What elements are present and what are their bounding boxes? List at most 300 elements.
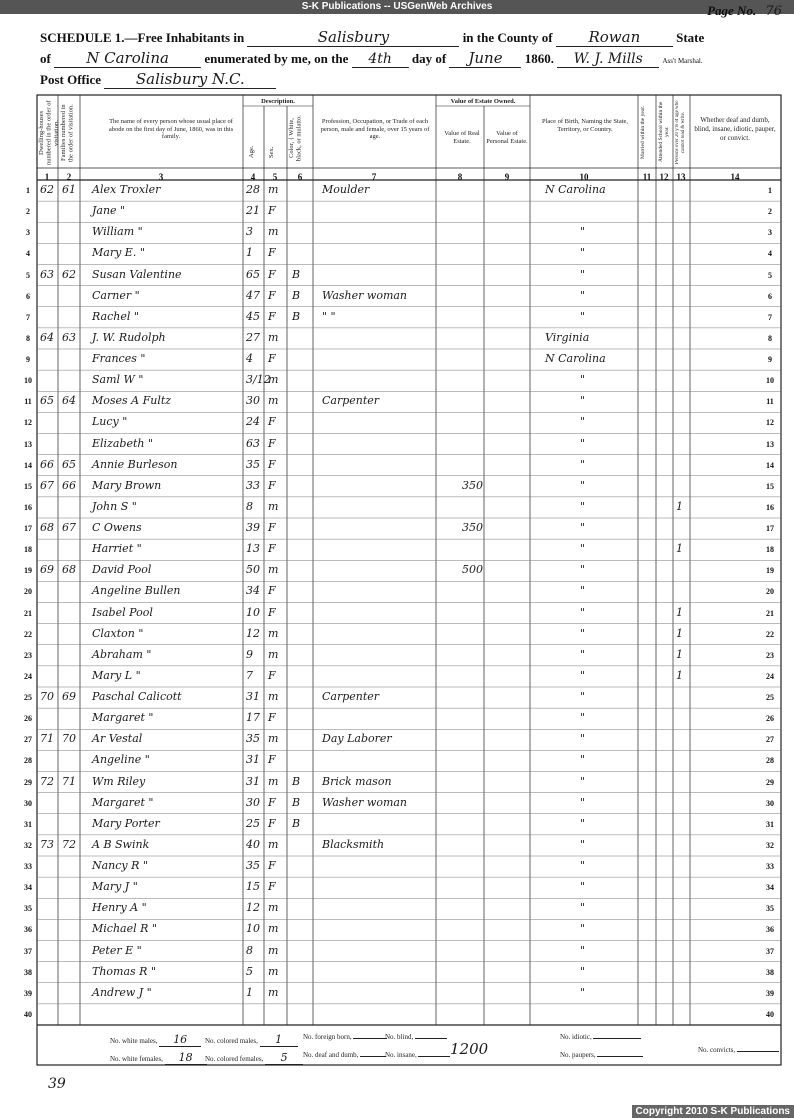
col-header-sex: Sex. [268,146,275,158]
person-name: Saml W " [92,373,144,387]
person-name: Mary Brown [92,478,162,492]
sex: F [268,246,276,260]
sex: m [268,373,279,387]
age: 8 [246,943,253,957]
person-name: Paschal Calicott [92,690,182,703]
dwelling-number: 70 [40,690,54,703]
column-number: 3 [158,172,164,182]
person-name: Michael R " [92,922,157,936]
person-name: Margaret " [92,711,154,725]
sex: F [268,753,276,767]
day-of-label: day of [411,51,447,66]
white-males-label: No. white males, [110,1037,158,1045]
place-field: Salisbury [247,28,459,47]
state-field: N Carolina [54,49,201,68]
person-name: Elizabeth " [92,436,154,450]
age: 9 [246,647,253,661]
white-females-label: No. white females, [110,1055,163,1063]
age: 24 [246,415,260,429]
column-number: 13 [676,172,686,182]
row-number-left: 14 [24,460,32,470]
age: 65 [246,267,260,281]
sex: F [268,521,276,534]
birthplace: " [580,901,586,915]
row-number-left: 20 [24,587,32,597]
row-number-left: 16 [24,502,32,512]
row-number-right: 38 [766,967,774,977]
column-number: 4 [250,172,256,182]
person-name: Moses A Fultz [92,394,172,408]
age: 10 [246,922,260,936]
row-number-right: 5 [768,270,772,280]
school-mark: 1 [676,605,683,619]
dwelling-number: 68 [40,521,54,534]
row-number-right: 10 [766,376,774,386]
person-name: Claxton " [92,626,144,640]
col-header-color: Color, { White, black, or mulatto. [288,115,303,161]
school-mark: 1 [676,499,683,513]
page-number-value: 76 [765,4,782,19]
sex: m [268,690,279,703]
birthplace: " [580,837,586,851]
birthplace: " [580,309,586,323]
row-number-right: 17 [766,524,774,533]
age: 5 [246,964,253,978]
margin-note-value: 39 [48,1076,66,1092]
sex: F [268,584,276,598]
person-name: Carner " [92,288,140,302]
age: 3 [246,225,253,239]
col-header-school: Attended School within the year. [658,101,670,163]
person-name: Henry A " [92,901,147,915]
sex: F [268,267,276,281]
footer-real-estate-total [450,1040,488,1058]
county-label: in the County of [462,30,553,45]
sex: m [268,964,279,978]
person-name: Thomas R " [92,964,157,978]
family-number: 62 [62,267,76,281]
post-office-label: Post Office [40,72,102,87]
row-number-right: 37 [766,946,774,956]
sex: F [268,542,276,556]
row-number-right: 21 [766,608,774,618]
age: 17 [246,711,260,725]
family-number: 71 [62,774,76,788]
row-number-right: 27 [766,735,774,745]
age: 50 [246,563,260,577]
row-number-right: 11 [766,397,774,407]
birthplace: " [580,584,586,598]
birthplace: " [580,880,586,894]
real-estate-total-value: 1200 [450,1040,489,1058]
column-number: 11 [642,172,652,182]
person-name: Margaret " [92,795,154,809]
color: B [292,795,301,809]
color: B [292,267,301,281]
birthplace: " [580,457,586,471]
row-number-right: 25 [766,693,774,702]
col-header-illiterate: Persons over 20 y'rs of age who cannot read & write. [675,100,686,164]
row-number-right: 39 [766,988,774,998]
birthplace: " [580,922,586,936]
age: 7 [246,668,253,682]
person-name: Mary J " [92,880,138,894]
person-name: Abraham " [92,647,152,661]
birthplace: Virginia [545,330,590,344]
day-field: 4th [352,51,409,68]
county-field: Rowan [556,28,673,47]
of-label: of [40,51,51,66]
row-number-right: 1 [768,186,772,195]
family-number: 65 [62,457,76,471]
person-name: Mary E. " [92,246,145,260]
row-number-right: 12 [766,418,774,428]
schedule-title: SCHEDULE 1.—Free Inhabitants in [40,30,245,45]
row-number-left: 18 [24,545,32,555]
white-males-value: 16 [159,1033,201,1047]
row-number-left: 10 [24,376,32,386]
color: B [292,774,301,788]
birthplace: " [580,605,586,619]
year-label: 1860. [524,51,554,66]
row-number-left: 32 [24,840,32,850]
col-header-real-estate: Value of Real Estate. [444,130,480,145]
dwelling-number: 65 [40,394,54,408]
person-name: Ar Vestal [92,732,143,746]
age: 39 [246,521,260,534]
age: 12 [246,901,260,915]
sex: F [268,711,276,725]
column-number: 5 [272,172,278,182]
row-number-left: 38 [24,967,32,977]
deaf-dumb-label: No. deaf and dumb, [303,1051,359,1059]
sex: F [268,457,276,471]
person-name: Susan Valentine [92,267,182,281]
col-header-name: The name of every person whose usual place of abode on the first day of June, 1860, was in this family. [108,118,234,140]
row-number-right: 31 [766,819,774,829]
age: 31 [246,690,260,703]
birthplace: N Carolina [545,352,606,365]
month-field: June [449,49,521,68]
sex: F [268,478,276,492]
birthplace: " [580,478,586,492]
row-number-left: 6 [26,291,30,301]
enumerated-label: enumerated by me, on the [204,51,349,66]
sex: m [268,394,279,408]
age: 10 [246,605,260,619]
person-name: Frances " [92,352,146,365]
row-number-right: 3 [768,228,772,238]
sex: m [268,183,279,196]
person-name: Mary L " [92,668,141,682]
white-females-value: 18 [165,1051,207,1065]
sex: F [268,415,276,429]
person-name: C Owens [92,521,142,534]
footer-foreign-born [303,1033,387,1041]
row-number-left: 15 [24,481,32,491]
school-mark: 1 [676,647,683,661]
birthplace: " [580,288,586,302]
person-name: J. W. Rudolph [92,330,166,344]
occupation: Washer woman [322,288,408,302]
row-number-left: 37 [24,946,32,956]
birthplace: " [580,964,586,978]
birthplace: " [580,626,586,640]
sex: m [268,837,279,851]
birthplace: " [580,647,586,661]
sex: F [268,816,276,830]
person-name: Mary Porter [92,816,160,830]
column-number: 1 [44,172,50,182]
row-number-left: 8 [26,333,30,343]
row-number-left: 4 [26,249,30,259]
person-name: Angeline " [92,753,150,767]
row-number-left: 7 [26,312,30,322]
birthplace: " [580,415,586,429]
age: 45 [246,309,260,323]
real-estate-value: 350 [462,478,483,492]
sex: m [268,985,279,999]
birthplace: " [580,373,586,387]
age: 63 [246,436,260,450]
family-number: 72 [62,837,76,851]
sex: F [268,880,276,894]
footer-paupers [560,1051,643,1059]
age: 13 [246,542,260,556]
column-number: 7 [371,172,377,182]
age: 33 [246,478,260,492]
marshal-field: W. J. Mills [557,51,659,68]
birthplace: " [580,943,586,957]
row-number-right: 16 [766,502,774,512]
occupation: Blacksmith [322,837,385,851]
birthplace: " [580,690,586,703]
footer-white-females [110,1051,207,1065]
publisher-header: S-K Publications -- USGenWeb Archives [0,0,794,14]
row-number-right: 40 [766,1009,774,1019]
age: 1 [246,246,253,260]
row-number-right: 36 [766,925,774,935]
age: 34 [246,584,260,598]
sex: m [268,626,279,640]
age: 40 [246,837,260,851]
person-name: Annie Burleson [92,457,178,471]
school-mark: 1 [676,626,683,640]
birthplace: " [580,225,586,239]
convicts-label: No. convicts, [698,1046,736,1054]
sex: m [268,330,279,344]
col-header-occupation: Profession, Occupation, or Trade of each person, male and female, over 15 years of age. [320,118,430,140]
row-number-left: 40 [24,1009,32,1019]
col-header-personal-estate: Value of Personal Estate. [486,130,528,145]
family-number: 66 [62,478,76,492]
person-name: Andrew J " [92,985,152,999]
dwelling-number: 63 [40,267,54,281]
person-name: Jane " [92,204,126,218]
footer-insane [385,1051,450,1059]
age: 31 [246,753,260,767]
row-number-left: 2 [26,207,30,217]
age: 30 [246,394,260,408]
birthplace: " [580,563,586,577]
birthplace: " [580,521,586,534]
age: 31 [246,774,260,788]
birthplace: " [580,816,586,830]
occupation: Carpenter [322,690,380,703]
row-number-left: 13 [24,439,32,449]
row-number-left: 35 [24,904,32,914]
row-number-right: 18 [766,545,774,555]
person-name: Angeline Bullen [92,584,181,598]
row-number-right: 14 [766,460,774,470]
sex: m [268,943,279,957]
school-mark: 1 [676,542,683,556]
row-number-left: 30 [24,798,32,808]
color: B [292,309,301,323]
row-number-right: 32 [766,840,774,850]
row-number-left: 9 [26,355,30,364]
sex: F [268,436,276,450]
person-name: Nancy R " [92,859,148,872]
person-name: Lucy " [92,415,128,429]
row-number-left: 24 [24,671,32,681]
post-office-field: Salisbury N.C. [104,70,276,89]
row-number-right: 22 [766,629,774,639]
colored-females-label: No. colored females, [205,1055,264,1063]
sex: m [268,922,279,936]
age: 47 [246,288,260,302]
col-header-condition: Whether deaf and dumb, blind, insane, idiotic, pauper, or convict. [694,116,776,142]
row-number-right: 9 [768,355,772,364]
birthplace: " [580,499,586,513]
col-header-family: Families numbered in the order of visitation. [60,104,75,162]
col-header-description: Description. [261,98,295,105]
row-number-left: 3 [26,228,30,238]
row-number-right: 24 [766,671,774,681]
person-name: John S " [92,499,137,513]
sex: m [268,774,279,788]
footer-white-males [110,1033,201,1047]
row-number-left: 21 [24,608,32,618]
sex: F [268,352,276,365]
family-number: 64 [62,394,76,408]
sex: F [268,309,276,323]
row-number-left: 26 [24,714,32,724]
row-number-right: 28 [766,756,774,766]
age: 30 [246,795,260,809]
footer-convicts [698,1046,779,1054]
birthplace: " [580,542,586,556]
age: 28 [246,183,260,196]
idiotic-label: No. idiotic, [560,1033,592,1041]
birthplace: " [580,795,586,809]
asst-marshal-label: Ass't Marshal. [662,57,703,65]
column-number: 6 [297,172,303,182]
sex: F [268,668,276,682]
row-number-right: 8 [768,333,772,343]
age: 12 [246,626,260,640]
school-mark: 1 [676,668,683,682]
row-number-left: 17 [24,524,32,533]
row-number-right: 7 [768,312,772,322]
family-number: 68 [62,563,76,577]
person-name: Wm Riley [92,774,146,788]
dwelling-number: 71 [40,732,54,746]
row-number-right: 15 [766,481,774,491]
person-name: Isabel Pool [92,605,153,619]
occupation: Carpenter [322,394,380,408]
person-name: Harriet " [92,542,142,556]
colored-females-value: 5 [265,1051,303,1065]
age: 3/12 [246,373,271,387]
age: 27 [246,330,260,344]
sex: m [268,225,279,239]
age: 8 [246,499,253,513]
column-number: 14 [730,172,740,182]
dwelling-number: 66 [40,457,54,471]
age: 21 [246,204,260,218]
column-number: 2 [66,172,72,182]
occupation: Day Laborer [322,732,392,746]
color: B [292,816,301,830]
dwelling-number: 69 [40,563,54,577]
col-header-estate: Value of Estate Owned. [450,98,516,105]
sex: m [268,647,279,661]
row-number-left: 1 [26,186,30,195]
row-number-left: 12 [24,418,32,428]
row-number-right: 34 [766,883,774,893]
family-number: 61 [62,183,76,196]
row-number-left: 11 [24,397,32,407]
col-header-dwelling: Dwelling-houses numbered in the order of visitation. [38,100,60,166]
sex: F [268,859,276,872]
row-number-left: 33 [24,862,32,871]
foreign-born-label: No. foreign born, [303,1033,352,1041]
row-number-right: 33 [766,862,774,871]
occupation: " " [322,309,336,323]
row-number-left: 34 [24,883,32,893]
copyright-footer: Copyright 2010 S-K Publications [632,1105,794,1118]
column-number: 12 [659,172,669,182]
birthplace: " [580,985,586,999]
row-number-right: 26 [766,714,774,724]
sex: m [268,499,279,513]
sex: m [268,563,279,577]
age: 35 [246,457,260,471]
birthplace: " [580,753,586,767]
row-number-left: 25 [24,693,32,702]
footer-deaf-dumb [303,1051,386,1059]
row-number-left: 23 [24,650,32,660]
sex: F [268,795,276,809]
birthplace: " [580,711,586,725]
row-number-left: 36 [24,925,32,935]
row-number-right: 6 [768,291,772,301]
person-name: Peter E " [92,943,142,957]
col-header-age: Age. [248,145,255,159]
age: 15 [246,880,260,894]
state-label: State [676,30,705,45]
dwelling-number: 62 [40,183,54,196]
occupation: Brick mason [322,774,392,788]
person-name: Rachel " [92,309,139,323]
person-name: Alex Troxler [92,183,161,196]
colored-males-value: 1 [260,1033,298,1047]
row-number-right: 19 [766,566,774,576]
dwelling-number: 72 [40,774,54,788]
age: 35 [246,859,260,872]
sex: F [268,605,276,619]
